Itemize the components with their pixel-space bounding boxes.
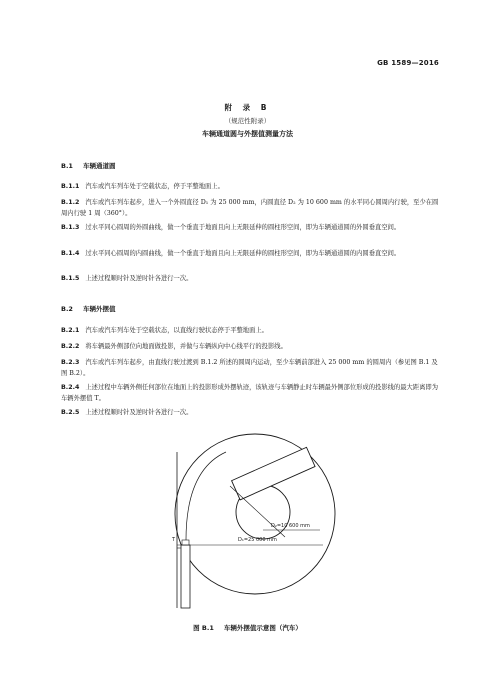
paragraph-b2-2: B.2.2 将车辆最外侧部位向地面做投影，并做与车辆纵向中心线平行的投影线。 <box>61 343 287 350</box>
appendix-title: 附 录 B <box>224 103 271 112</box>
section-heading-b1: B.1 车辆通道圆 <box>61 162 116 170</box>
standard-number: GB 1589—2016 <box>377 59 439 67</box>
paragraph-b1-4: B.1.4 过水平同心圆周的内圆曲线，做一个垂直于地面且向上无限延伸的圆柱形空间，即为车辆通道圆的内圆垂直空间。 <box>61 250 401 257</box>
appendix-subtitle: （规范性附录） <box>224 117 271 125</box>
vehicle-body <box>181 545 190 608</box>
paragraph-b2-1: B.2.1 汽车或汽车列车处于空载状态，以直线行驶状态停于平整地面上。 <box>61 327 268 334</box>
paragraph-b2-5: B.2.5 上述过程顺时针及逆时针各进行一次。 <box>61 409 193 416</box>
rotated-vehicle <box>232 447 315 500</box>
section-heading-b2: B.2 车辆外摆值 <box>61 305 116 313</box>
paragraph-b1-3: B.1.3 过水平同心圆周的外圆曲线，做一个垂直于地面且向上无限延伸的圆柱形空间，即为车辆通道圆的外圆垂直空间。 <box>61 224 401 231</box>
d1-label: D₁=25 000 mm <box>238 537 277 543</box>
appendix-heading: 车辆通道圆与外摆值测量方法 <box>202 130 293 138</box>
diameter-line-inner <box>230 486 285 537</box>
t-label: T <box>172 537 176 543</box>
paragraph-b1-2: B.1.2 汽车或汽车列车起步，进入一个外圆直径 D₁ 为 25 000 mm，内圆直径 D₂ 为 10 600 mm 的水平同心圆周内行驶，至少在圆周内行驶 1 周（360°）。 <box>61 199 439 217</box>
paragraph-b2-3: B.2.3 汽车或汽车列车起步，由直线行驶过渡到 B.1.2 所述的圆周内运动，至少车辆前部进入 25 000 mm 的圆周内（参见图 B.1 及图 B.2）。 <box>61 359 438 377</box>
figure-caption: 图 B.1 车辆外摆值示意图（汽车） <box>193 624 302 632</box>
d2-label: D₂=10 600 mm <box>271 523 310 529</box>
vehicle-cab <box>182 540 189 545</box>
paragraph-b1-5: B.1.5 上述过程顺时针及逆时针各进行一次。 <box>61 275 193 282</box>
paragraph-b2-4: B.2.4 上述过程中车辆外侧任何部位在地面上的投影形成外摆轨迹，该轨迹与车辆静止时车辆最外侧部位形成的投影线的最大距离即为车辆外摆值 T。 <box>61 384 438 402</box>
paragraph-b1-1: B.1.1 汽车或汽车列车处于空载状态，停于平整地面上。 <box>61 183 224 190</box>
